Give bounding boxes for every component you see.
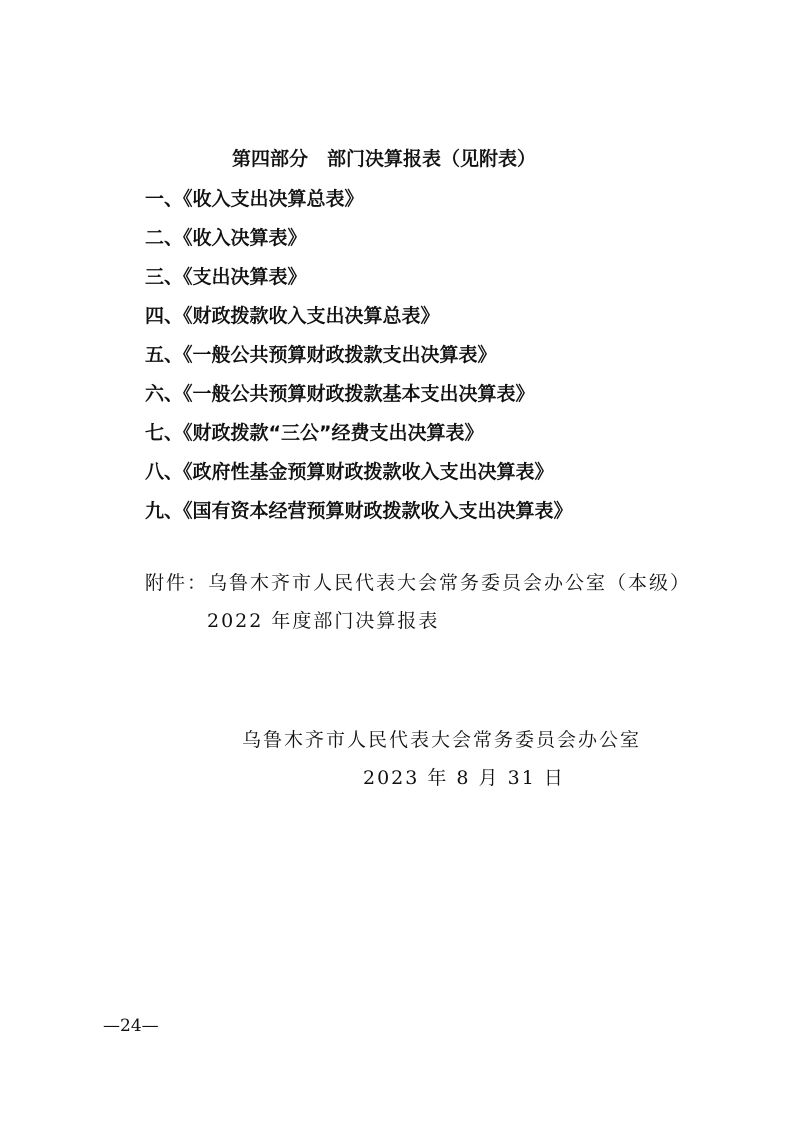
signature-date: 2023 年 8 月 31 日	[363, 767, 565, 789]
list-item: 三、《支出决算表》	[145, 266, 307, 288]
section-heading: 第四部分 部门决算报表（见附表）	[232, 148, 537, 170]
list-item: 八、《政府性基金预算财政拨款收入支出决算表》	[145, 461, 554, 483]
list-item: 一、《收入支出决算总表》	[145, 188, 364, 210]
list-item: 九、《国有资本经营预算财政拨款收入支出决算表》	[145, 500, 573, 522]
signature-organization: 乌鲁木齐市人民代表大会常务委员会办公室	[242, 729, 642, 751]
list-item: 二、《收入决算表》	[145, 227, 307, 249]
page-number: —24—	[103, 1016, 159, 1036]
list-item: 五、《一般公共预算财政拨款支出决算表》	[145, 344, 497, 366]
attachment-line-2: 2022 年度部门决算报表	[207, 610, 440, 632]
report-list	[145, 186, 573, 537]
list-item: 六、《一般公共预算财政拨款基本支出决算表》	[145, 383, 535, 405]
list-item: 四、《财政拨款收入支出决算总表》	[145, 305, 440, 327]
list-item: 七、《财政拨款“三公”经费支出决算表》	[145, 422, 484, 444]
attachment-line-1: 附件：乌鲁木齐市人民代表大会常务委员会办公室（本级）	[145, 572, 692, 594]
